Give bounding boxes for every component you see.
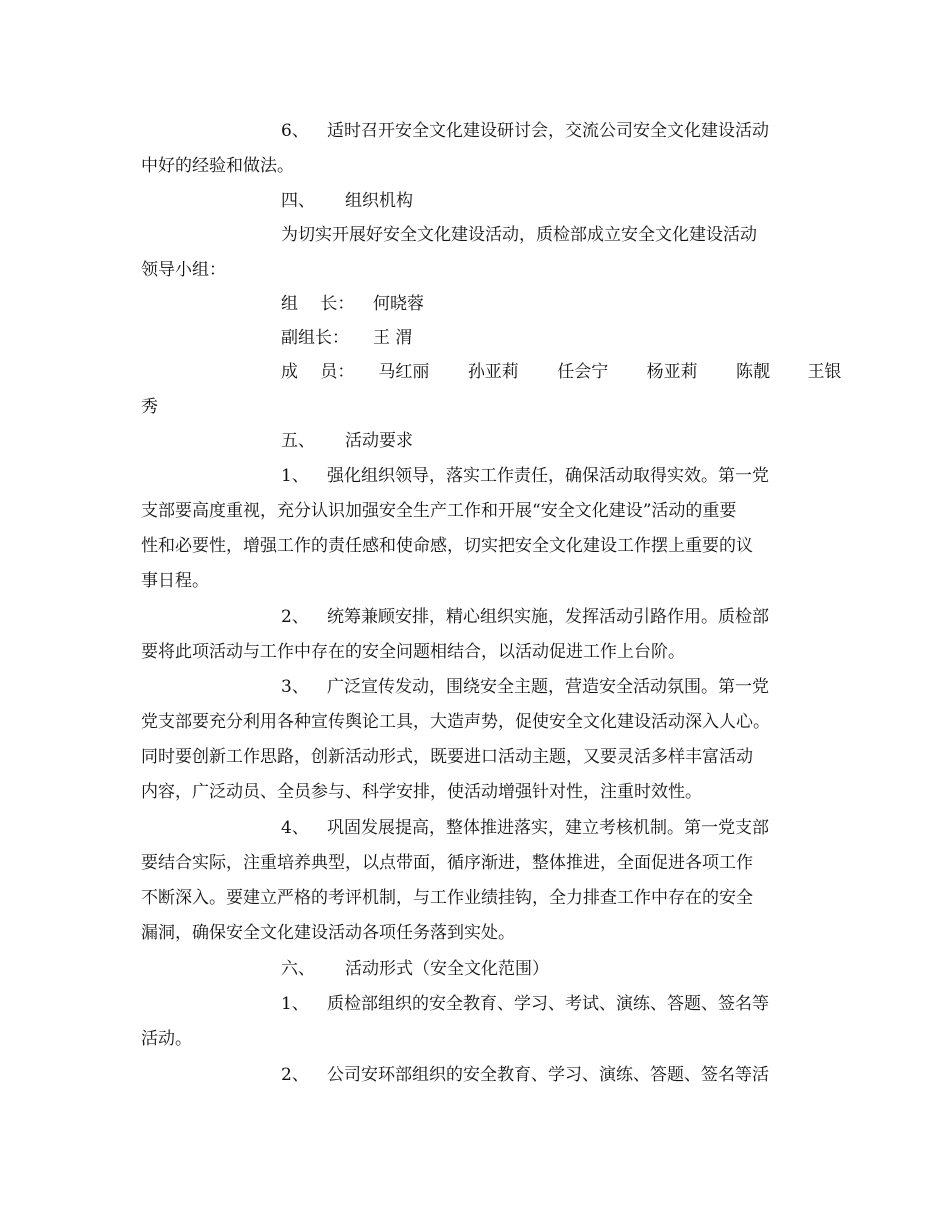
- member-name: 孙亚莉: [467, 362, 519, 382]
- paragraph-text: 广泛宣传发动，围绕安全主题，营造安全活动氛围。第一党: [327, 677, 769, 697]
- requirement-4-first-line: [281, 817, 769, 839]
- member-name: 任会宁: [557, 362, 609, 382]
- leader-label: 组 长：: [281, 294, 355, 314]
- member-name: 陈靓: [736, 362, 771, 382]
- paragraph-text: 巩固发展提高，整体推进落实，建立考核机制。第一党支部: [327, 818, 769, 838]
- requirement-4-line: 要结合实际，注重培养典型，以点带面，循序渐进，整体推进，全面促进各项工作: [141, 853, 753, 873]
- item-number: 2、: [281, 607, 309, 627]
- paragraph-text: 质检部组织的安全教育、学习、考试、演练、答题、签名等: [327, 994, 769, 1014]
- item-number: 1、: [281, 994, 309, 1014]
- requirement-1-line: 性和必要性，增强工作的责任感和使命感，切实把安全文化建设工作摆上重要的议: [141, 536, 753, 556]
- member-name: 马红丽: [378, 362, 430, 382]
- requirement-3-line: 同时要创新工作思路，创新活动形式，既要进口活动主题，又要灵活多样丰富活动: [141, 747, 753, 767]
- requirement-1-first-line: [281, 465, 769, 487]
- paragraph-6-second-line: 中好的经验和做法。: [141, 156, 294, 176]
- item-number: 1、: [281, 466, 309, 486]
- item-number: 3、: [281, 677, 309, 697]
- members-row: [281, 361, 841, 383]
- item-number: 2、: [281, 1065, 309, 1085]
- paragraph-text: 公司安环部组织的安全教育、学习、演练、答题、签名等活: [327, 1065, 769, 1085]
- paragraph-text: 强化组织领导，落实工作责任，确保活动取得实效。第一党: [327, 466, 769, 486]
- leader-row: [281, 293, 424, 315]
- leader-name: 何晓蓉: [373, 294, 424, 314]
- member-name: 王银: [807, 362, 842, 382]
- requirement-2-first-line: [281, 606, 769, 628]
- requirement-2-line: 要将此项活动与工作中存在的安全问题相结合，以活动促进工作上台阶。: [141, 642, 685, 662]
- deputy-name: 王 渭: [373, 328, 413, 348]
- deputy-row: [281, 327, 412, 349]
- requirement-4-line: 不断深入。要建立严格的考评机制，与工作业绩挂钩，全力排查工作中存在的安全: [141, 888, 753, 908]
- members-label: 成 员：: [281, 362, 355, 382]
- paragraph-text: 统筹兼顾安排，精心组织实施，发挥活动引路作用。质检部: [327, 607, 769, 627]
- requirement-4-line: 漏洞，确保安全文化建设活动各项任务落到实处。: [141, 923, 515, 943]
- paragraph-6-first-line: [281, 120, 769, 142]
- requirement-3-first-line: [281, 676, 769, 698]
- section-title: 组织机构: [345, 191, 413, 211]
- requirement-3-line: 党支部要充分利用各种宣传舆论工具，大造声势，促使安全文化建设活动深入人心。: [141, 712, 770, 732]
- section-title: 活动要求: [345, 431, 413, 451]
- members-continuation: 秀: [141, 397, 158, 417]
- org-intro-line-1: 为切实开展好安全文化建设活动，质检部成立安全文化建设活动: [281, 225, 757, 245]
- section-number: 五、: [281, 431, 315, 451]
- form-1-first-line: [281, 993, 769, 1015]
- section-5-heading: [281, 430, 413, 452]
- section-number: 四、: [281, 191, 315, 211]
- form-2-first-line: [281, 1064, 769, 1086]
- requirement-1-line: 事日程。: [141, 571, 209, 591]
- requirement-1-line: 支部要高度重视，充分认识加强安全生产工作和开展“安全文化建设”活动的重要: [141, 501, 737, 521]
- section-6-heading: [281, 958, 549, 980]
- form-1-second-line: 活动。: [141, 1029, 192, 1049]
- section-number: 六、: [281, 959, 315, 979]
- item-number: 4、: [281, 818, 309, 838]
- org-intro-line-2: 领导小组：: [141, 260, 226, 280]
- section-title: 活动形式（安全文化范围）: [345, 959, 549, 979]
- section-4-heading: [281, 190, 413, 212]
- member-name: 杨亚莉: [646, 362, 698, 382]
- requirement-3-line: 内容，广泛动员、全员参与、科学安排，使活动增强针对性，注重时效性。: [141, 782, 702, 802]
- deputy-label: 副组长：: [281, 328, 349, 348]
- item-number: 6、: [281, 121, 309, 141]
- paragraph-text: 适时召开安全文化建设研讨会，交流公司安全文化建设活动: [327, 121, 769, 141]
